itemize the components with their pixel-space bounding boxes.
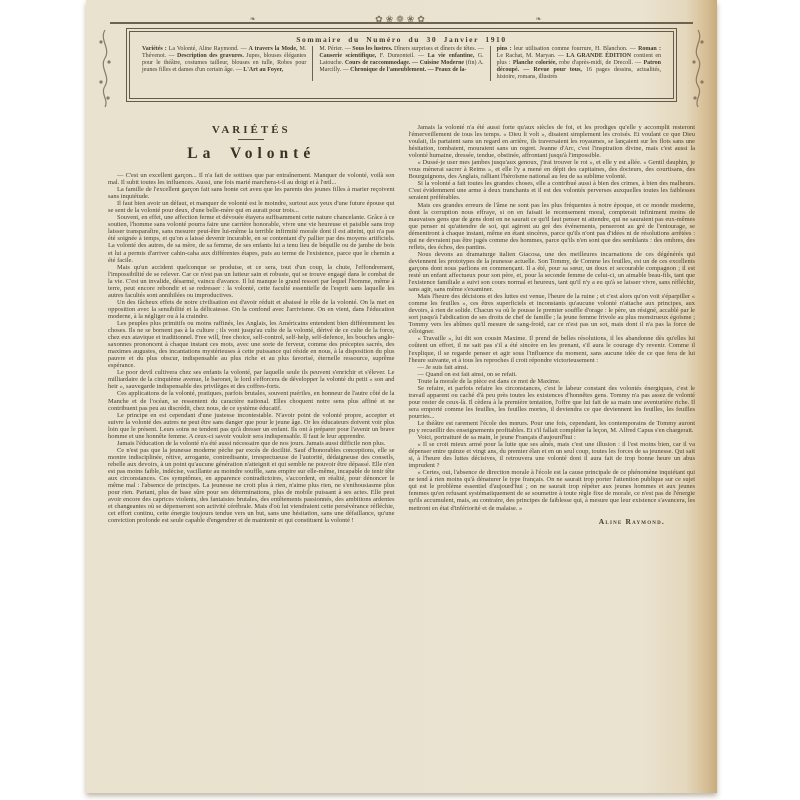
section-divider — [238, 139, 264, 140]
summary-entry: G. Latouche. — [319, 52, 484, 66]
summary-entry: contient en plus : — [496, 52, 661, 66]
summary-box — [126, 28, 677, 102]
article-paragraph: Il faut bien avoir un défaut, et manquer de volonté est le moindre, surtout aux yeux d'une future épouse qui se sent de la volonté pour deux, d'une belle-mère qui en aurait pour trois... — [108, 200, 395, 215]
summary-column-3 — [490, 46, 667, 81]
summary-entry: A travers la Mode, — [248, 46, 298, 52]
article-paragraph: Le poor devil cultivera chez ses enfants la volonté, par laquelle seule ils peuvent s'enrichir et s'élever. Le milliardaire de la cinquième avenue, le baronet, le lord s'efforcera de développer la volonté du petit « son and heir », sauvegarde indispensable des privilèges et des coffres-forts. — [108, 369, 395, 391]
summary-entry: Chronique de l'ameublement. — Peaux de la- — [350, 66, 467, 73]
magazine-page — [86, 0, 717, 793]
floral-ornament-right-cluster-icon: ❧ — [535, 15, 545, 23]
article-paragraph: Jamais l'éducation de la volonté n'a été aussi nécessaire que de nos jours. Jamais aussi difficile non plus. — [117, 439, 386, 447]
summary-entry: M. Périer. — — [319, 46, 353, 52]
summary-entry: 16 pages dessins, actualités, histoire, romans, illustrés — [496, 66, 661, 80]
summary-column-1 — [136, 46, 312, 81]
masthead-cornice-rule — [110, 14, 693, 24]
summary-entry: Dîners surprises et dîners de têtes. — — [392, 46, 484, 52]
masthead — [106, 16, 697, 102]
summary-entry: Jupes, blouses élégantes pour le théâtre, costumes tailleur, blouses en tulle, Robes pour jeunes filles et dames d'un certain âge. — — [142, 52, 307, 73]
summary-entry: Cours de raccommodage. — Cuisine Moderne — [344, 59, 465, 66]
article-paragraph: — Quand on est fait ainsi, on se refait. — [417, 370, 517, 378]
summary-entry: La Volonté, Aline Raymond. — — [168, 46, 249, 52]
article-paragraph: « Dussé-je user mes jambes jusqu'aux genoux, j'irai trouver le roi », et elle y est allée. « Gentil dauphin, je vous mènerai sacrer à Reims », et elle l'y a mené en dépit des capitaines, des docteurs, des courtisans, des Bourguignons, des Anglais, ralliant l'héroïsme national au feu de sa sublime volonté. — [408, 159, 695, 181]
summary-entry: Causerie scientifique, — [319, 52, 377, 59]
article-paragraph: Un des fâcheux effets de notre civilisation est d'avoir réduit et abaissé le rôle de la volonté. On la met en opposition avec la sensibilité et la délicatesse. On la confond avec l'arrivisme. On en vient, dans l'éducation moderne, à la négliger ou à la craindre. — [108, 298, 395, 320]
article-paragraph: « Certes, oui, l'absence de direction morale à l'école est la cause principale de ce phénomène inquiétant qui ne tend à rien moins qu'à dénaturer le type français. On ne saurait trop porter l'attention publique sur ce sujet qui est le problème essentiel d'aujourd'hui ; on ne saurait trop répéter aux jeunes hommes et aux jeunes femmes qu'en refusant systématiquement de se soumettre à toute règle fixe de morale, ce n'est pas de l'énergie qu'ils accumulent, mais, au contraire, des principes de faiblesse qui, à mesure que leur existence s'avancera, les mettront en état d'infériorité et de malaise. » — [408, 469, 695, 512]
article-paragraph: Se refaire, et parfois refaire les circonstances, c'est le labeur constant des volontés énergiques, c'est le travail apparent ou caché d'à peu près toutes les existences d'honnêtes gens. Tommy n'a pas assez de volonté pour rester de ceux-là. Il cèdera à la première tentation, l'offre que lui fait de sa main une aventurière riche. Il sera emporté comme les feuilles, les feuilles mortes, il deviendra ce que deviennent les feuilles, les feuilles pourries... — [408, 384, 695, 420]
summary-entry: Description des gravures. — [177, 52, 244, 59]
article-paragraph: Si la volonté a fait toutes les grandes choses, elle a contribué aussi à bien des crimes, à bien des malheurs. C'est évidemment une arme à deux tranchants et il est des volontés perverses auxquelles toutes les faiblesses seraient préférables. — [408, 180, 695, 202]
floral-ornament-left-cluster-icon: ❧ — [249, 15, 259, 23]
article-paragraph: Mais qu'un accident quelconque se produise, et ce sera, tout d'un coup, la chute, l'effondrement, l'impossibilité de se relever. Car ce n'est pas un lutteur sain et robuste, qui se trouve engagé dans le combat de la vie. C'est un invalide, désarmé, vaincu d'avance. Il lui manque le grand ressort par lequel l'homme, même à terre, peut encore rebondir et se redresser : la volonté, cette faculté essentielle de l'esprit sans laquelle les autres facultés sont annihilées ou improductives. — [108, 263, 395, 299]
article-paragraph: « Travaille », lui dit son cousin Maxime. Il prend de belles résolutions, il les abandonne dès qu'elles lui coûtent un effort, il ne sait pas s'il a été sincère en les prenant, s'il aura le courage d'y revenir. Comme il l'explique, il se regarde penser et agir sous l'influence du moment, sans aucune idée de ce que fera de lui l'heure suivante, et à tous les reproches il croit répondre victorieusement : — [408, 335, 695, 364]
floral-ornament-center-icon: ✿❀❁❀✿ — [375, 14, 428, 24]
article-paragraph: Jamais la volonté n'a été aussi forte qu'aux siècles de foi, et les prodiges qu'elle y accomplit resteront l'émerveillement de tous les temps. « Dieu li volt », disaient simplement les croisés. Et voulant ce que Dieu voulait, ils partaient sans un regard en arrière, ils traversaient les royaumes, se lançaient sur les flots sans une hésitation, tombaient, mouraient sans un regret. Jeanne d'Arc, c'est l'inspiration divine, mais c'est aussi la volonté humaine, dressée, tendue, obstinée, affrontant jusqu'à l'impossible. — [408, 124, 695, 160]
article-signature: Aline Raymond. — [598, 516, 665, 526]
summary-entry: Patron découpé. — Revue pour tous, — [496, 59, 661, 73]
article-text-column-1 — [108, 172, 395, 524]
article-paragraph: Ce n'est pas que la jeunesse moderne pèche par excès de docilité. Sauf d'honorables conceptions, elle se montre indisciplinée, rétive, arrogante, contredisante, irrespectueuse de l'autorité, dédaigneuse des conseils, rebelle aux devoirs, à un point qu'aucune génération n'atteignit et qui semble ne pouvoir être dépassé. Elle n'en est pas moins faible, indécise, vacillante au moindre souffle, sans empire sur elle-même, incapable de tenir tête aux circonstances. Ces symptômes, en apparence contradictoires, s'accordent, en réalité, pour dénoncer le même mal : l'absence de principes. La jeunesse ne croit plus à rien, n'aime plus rien, ne s'enthousiasme plus pour rien. Partant, plus de base sûre pour ses déterminations, plus de mobile puissant à ses actes. Elle peut avoir encore des caprices violents, des fantaisies brutales, des entêtements passionnés, des ambitions ardentes et changeantes où se dépenseront son activité cérébrale. Mais d'où lui viendraient cette persévérance réfléchie, cet effort continu, cette énergie toujours tendue vers un but, sans une hésitation, sans une défaillance, qu'une conviction profonde est seule capable d'engendrer et de maintenir et qui constituent la volonté ! — [108, 446, 395, 525]
summary-entry: L'Art au Foyer, — [243, 66, 284, 73]
article-text-column-2 — [409, 124, 696, 512]
summary-columns — [136, 46, 667, 81]
summary-entry: Le Rachat, M. Maryan. — — [496, 52, 567, 59]
summary-entry: Planche coloriée, — [512, 59, 557, 66]
section-title: VARIÉTÉS — [211, 124, 291, 136]
article-column-left — [108, 124, 395, 526]
article-paragraph: Le principe en est cependant d'une justesse incontestable. N'avoir point de volonté propre, accepter et suivre la volonté des autres ne peut être sans danger que pour le jeune âge. Or les éducateurs doivent voir plus loin que le présent. Leurs soins ne tendent pas qu'à dresser un enfant. Ils ont à préparer pour l'avenir un brave homme et une honnête femme. A ceux-ci savoir vouloir sera indispensable. Il faut le leur apprendre. — [108, 411, 395, 440]
summary-entry: Variétés : — [142, 46, 169, 52]
article-paragraph: Le théâtre est rarement l'école des mœurs. Pour une fois, cependant, les contemporains de Tommy auront pu y recueillir des enseignements profitables. Et s'il fallait compléter la leçon, M. Alfred Capus s'en chargerait. — [408, 419, 695, 435]
summary-entry: pins : — [496, 46, 512, 52]
summary-box-inner — [129, 31, 674, 99]
summary-entry: leur utilisation comme fourrure, H. Blanchon. — — [511, 46, 639, 52]
article-paragraph: Souvent, en effet, une affection ferme et dévouée étayera suffisamment cette nature chancelante. Grâce à ce soutien, l'homme sans volonté pourra faire une carrière honorable, vivre une vie heureuse et paisible sans trop laisser transparaître, sans mesurer peut-être lui-même la terrible infirmité morale dont il est atteint, qui n'a pas été soignée à temps, et qu'on a laissé devenir incurable, en se contentant d'y pallier par des moyens artificiels. La volonté des autres, de sa mère, de sa femme, de ses enfants lui a tenu lieu de béquille ou de jambe de bois et lui a permis d'arriver cahin-caha aux différentes étapes, puis au terme de l'existence, parce que le chemin a été facile. — [108, 214, 395, 264]
summary-entry: F. Dumonteil. — — [376, 52, 428, 59]
summary-entry: Sous les lustres. — [352, 46, 393, 52]
summary-column-2 — [312, 46, 489, 81]
summary-entry: Roman : — [638, 46, 661, 52]
summary-entry: robe d'après-midi, de Drecoll. — — [556, 59, 644, 66]
article-paragraph: Nous devons au dramaturge italien Giacosa, une des meilleures incarnations de ces dégénérés qui deviennent les prototypes de la jeunesse actuelle. Son Tommy, de Comme les feuilles, est un de ces excellents garçons dont nous parlions en commençant. Il a été, pour sa sœur, un doux et secourable compagnon ; il est resté un enfant affectueux pour son père, et, pour la seconde femme de celui-ci, un aimable beau-fils, tant que l'existence familiale a suivi son cours normal et heureux, tant qu'il n'y a eu qu'à se laisser vivre, sans réfléchir, sans agir, sans même s'examiner. — [408, 250, 695, 294]
summary-title: Sommaire du Numéro du 30 Janvier 1910 — [296, 35, 507, 44]
summary-entry: (fin) A. Marcilly. — — [319, 59, 484, 73]
floral-vine-left-icon — [96, 28, 114, 108]
article-paragraph: « Il se croit mieux armé pour la lutte que ses aînés, mais c'est une illusion : il l'est moins bien, car il va dépenser entre quinze et vingt ans, du premier élan et en un seul coup, toutes les forces de sa jeunesse. Qui sait si, à l'heure des luttes décisives, il retrouvera une volonté dont il aura fait de trop bonne heure un abus imprudent ? — [408, 441, 695, 470]
article-paragraph: — C'est un excellent garçon... Il n'a fait de sottises que par entraînement. Manquer de volonté, voilà son mal. Il subit toutes les influences. Aussi, une fois marié marchera-t-il au doigt et à l'œil... — [108, 172, 395, 187]
article-paragraph: La famille de l'excellent garçon fait sans honte cet aveu que les parents des jeunes filles à marier reçoivent sans inquiétude. — [108, 186, 395, 201]
article-paragraph: — Je suis fait ainsi. — [417, 363, 469, 371]
article-body — [86, 124, 717, 526]
summary-entry: La vie enfantine, — [427, 52, 475, 59]
article-paragraph: Les peuples plus primitifs ou moins raffinés, les Anglais, les Américains entendent bien différemment les choses. Ils ne se bornent pas à la culture ; ils vont jusqu'au culte de la volonté, dérivé de ce culte de la force, chez eux atavique et traditionnel. Free will, free choice, self-control, self-help, self-defence, les bouches anglo-saxonnes prononcent à chaque instant ces mots, avec une sorte de ferveur, comme des préceptes sacrés, des maximes augustes, des incantations mystérieuses à cette puissance qui réside en nous, à la disposition du plus pauvre et du plus obscur, indispensable au plus riche et au plus favorisé, éternelle ressource, suprême espérance. — [108, 319, 395, 370]
article-paragraph: Toute la morale de la pièce est dans ce mot de Maxime. — [417, 377, 561, 385]
article-paragraph: Ces applications de la volonté, pratiques, parfois brutales, souvent puériles, en honneur de l'autre côté de la Manche et de l'océan, se ressentent du caractère national. Elles choquent notre sens plus affiné et ne contribuent pas peu au discrédit, chez nous, de ce système éducatif. — [108, 390, 395, 412]
summary-entry: M. Thévenot. — — [142, 46, 307, 59]
article-paragraph: Mais l'heure des décisions et des luttes est venue, l'heure de la ruine ; et c'est alors qu'on voit s'éparpiller « comme les feuilles », ces êtres superficiels et inconstants qu'aucune volonté n'attache aux principes, aux devoirs, à rien de solide. Chacun va où le pousse le premier souffle d'orage : le père, un résigné, accablé par le sort jusqu'à l'abdication de ses droits de chef de famille ; la jeune femme frivole au plus monstrueux égoïsme ; Tommy vers les abîmes qu'il mesure de sang-froid, car ce n'est pas un sot, mais dont il n'a pas la force de s'éloigner. — [408, 293, 695, 336]
floral-vine-right-icon — [689, 28, 707, 108]
article-paragraph: Voici, portraituré de sa main, le jeune Français d'aujourd'hui : — [417, 434, 576, 442]
article-column-right — [409, 124, 696, 526]
article-title: La Volonté — [187, 145, 316, 162]
article-paragraph: Mais ces grandes erreurs de l'âme ne sont pas les plus fréquentes à notre époque, et ce monde moderne, dont la corruption nous effraye, si on en faisait le recensement moral, compterait infiniment moins de mauvaises gens que de gens dont on ne saurait ce qu'il faut penser ni attendre, qui ne sauraient pas eux-mêmes que penser ni qu'attendre de soi, qui agiront au gré des événements, penseront au gré de l'entourage, se démentiront à chaque instant, même en étant sincères, parce qu'ils n'ont pas d'idées ni de résolutions arrêtées : qui ne devraient pas être jugés comme des hommes, parce qu'ils n'en sont que des semblants : des ombres, des reflets, des échos, des pantins. — [408, 201, 695, 251]
summary-entry: LA GRANDE ÉDITION — [566, 52, 632, 59]
